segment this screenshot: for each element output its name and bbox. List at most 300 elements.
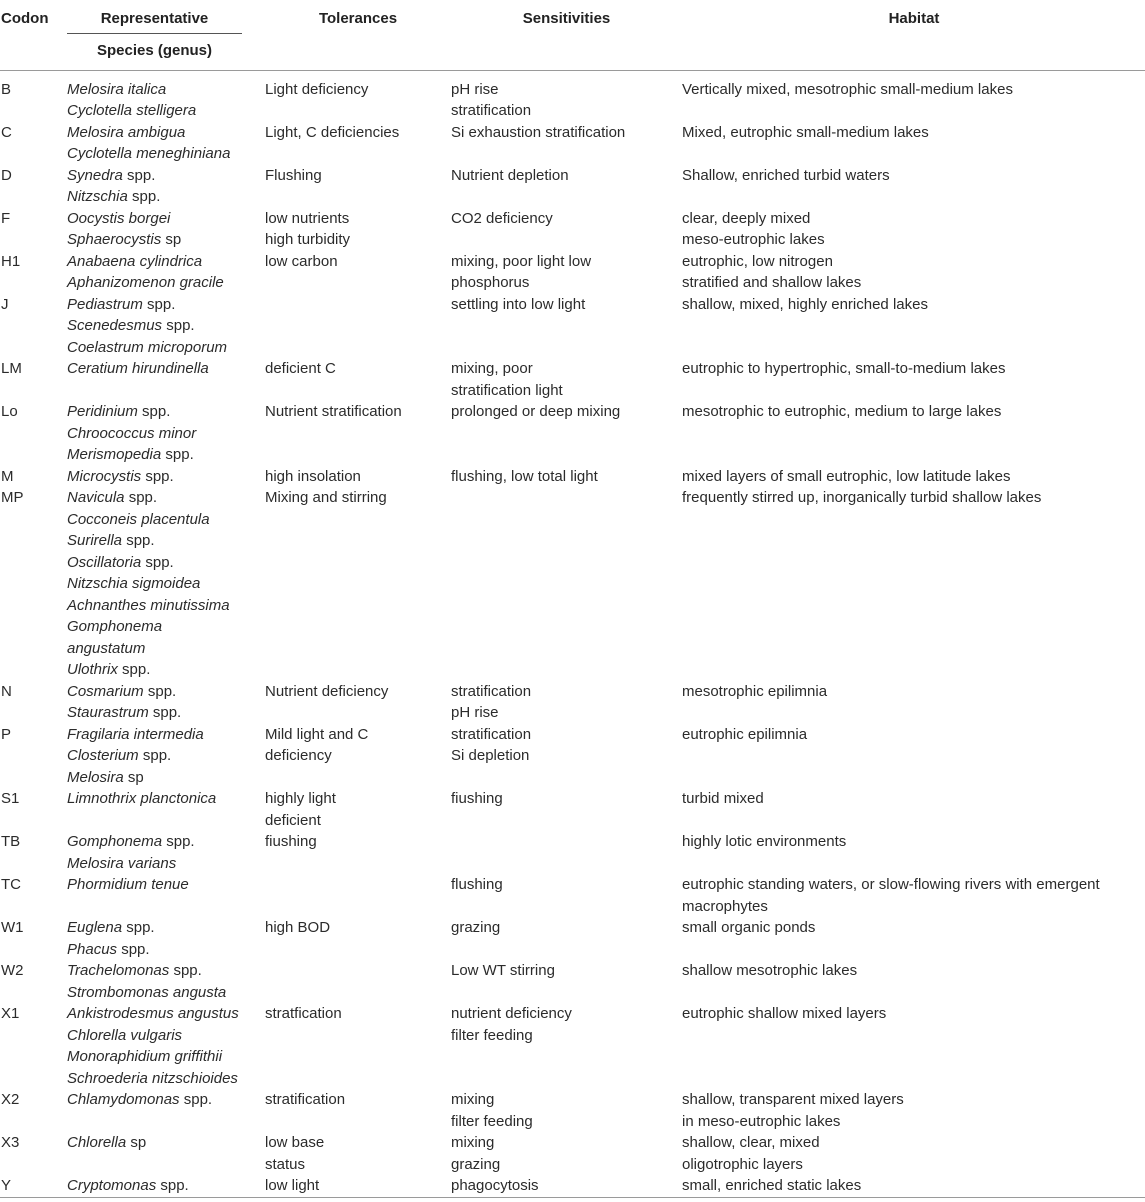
species-entry <box>67 208 265 230</box>
cell-codon: M <box>1 467 14 485</box>
species-suffix: spp. <box>141 553 174 571</box>
species-name: Ceratium hirundinella <box>67 360 209 377</box>
cell-habitat <box>682 358 1145 401</box>
species-suffix: spp. <box>137 403 171 420</box>
species-name: Chroococcus minor <box>67 424 197 442</box>
cell-species <box>67 208 265 251</box>
cell-tolerances <box>265 208 451 251</box>
species-suffix: sp <box>123 768 144 786</box>
cell-sensitivities <box>451 122 682 165</box>
cell-sensitivities-line: pH rise <box>451 80 499 98</box>
species-entry <box>67 315 265 337</box>
cell-sensitivities-line: fiushing <box>451 790 503 807</box>
cell-habitat <box>682 294 1145 359</box>
species-suffix: spp. <box>142 295 176 313</box>
cell-sensitivities-line: flushing <box>451 876 503 893</box>
cell-species <box>67 960 265 1003</box>
cell-tolerances-line: Flushing <box>265 166 322 184</box>
cell-habitat-line: mesotrophic to eutrophic, medium to large lakes <box>682 403 1002 420</box>
cell-sensitivities <box>451 960 682 1003</box>
cell-sensitivities <box>451 251 682 294</box>
cell-tolerances-line: low carbon <box>265 252 338 270</box>
cell-habitat <box>682 874 1145 917</box>
species-suffix: spp. <box>122 532 155 549</box>
cell-tolerances <box>265 1175 451 1197</box>
cell-sensitivities <box>451 401 682 466</box>
cell-species <box>67 724 265 789</box>
species-entry <box>67 853 265 875</box>
cell-habitat <box>682 724 1145 789</box>
cell-habitat <box>682 466 1145 488</box>
header-tolerances: Tolerances <box>318 10 398 27</box>
header-species-genus: Species (genus) <box>96 41 213 59</box>
cell-tolerances <box>265 681 451 724</box>
cell-species <box>67 165 265 208</box>
species-suffix: spp. <box>162 317 195 334</box>
cell-codon: B <box>1 80 12 98</box>
species-suffix: sp <box>126 1134 147 1151</box>
cell-tolerances-line: deficiency <box>265 747 332 764</box>
table-body <box>0 79 1145 1198</box>
table-row <box>0 917 1145 960</box>
cell-sensitivities-line: filter feeding <box>451 1026 533 1044</box>
species-name: Achnanthes minutissima <box>67 596 230 614</box>
cell-codon: F <box>1 209 11 227</box>
cell-habitat <box>682 487 1145 681</box>
cell-tolerances-line: low base <box>265 1134 325 1151</box>
cell-sensitivities-line: phosphorus <box>451 274 530 291</box>
cell-habitat <box>682 401 1145 466</box>
cell-tolerances-line: deficient <box>265 811 321 829</box>
cell-tolerances <box>265 122 451 165</box>
species-name: Melosira ambigua <box>67 123 186 141</box>
table-row <box>0 681 1145 724</box>
cell-habitat <box>682 1003 1145 1089</box>
cell-species <box>67 487 265 681</box>
cell-tolerances <box>265 251 451 294</box>
cell-tolerances <box>265 487 451 681</box>
cell-sensitivities-line: stratification light <box>451 381 563 399</box>
cell-tolerances-line: Light, C deficiencies <box>265 123 400 141</box>
species-entry <box>67 487 265 509</box>
species-entry <box>67 1025 265 1047</box>
cell-habitat-line: meso-eutrophic lakes <box>682 231 825 248</box>
cell-tolerances-line: low light <box>265 1177 320 1194</box>
cell-tolerances-line: deficient C <box>265 360 336 377</box>
cell-sensitivities-line: CO2 deficiency <box>451 209 553 227</box>
species-name: Limnothrix planctonica <box>67 790 217 807</box>
cell-species <box>67 251 265 294</box>
cell-habitat <box>682 251 1145 294</box>
species-name: Sphaerocystis <box>67 231 162 248</box>
table-row <box>0 1003 1145 1089</box>
header-codon: Codon <box>1 10 49 27</box>
cell-habitat-line: shallow, clear, mixed <box>682 1134 820 1151</box>
cell-tolerances-line: stratification <box>265 1091 346 1108</box>
cell-codon: TB <box>1 833 21 850</box>
table-row <box>0 724 1145 789</box>
species-name: Trachelomonas <box>67 962 170 979</box>
species-name: Chlorella vulgaris <box>67 1026 183 1044</box>
species-name: Pediastrum <box>67 295 143 313</box>
cell-tolerances <box>265 165 451 208</box>
cell-sensitivities-line: nutrient deficiency <box>451 1005 572 1022</box>
cell-habitat-line: eutrophic shallow mixed layers <box>682 1005 887 1022</box>
species-name: Phacus <box>67 940 118 958</box>
cell-species <box>67 122 265 165</box>
cell-tolerances <box>265 1003 451 1089</box>
cell-species <box>67 1175 265 1197</box>
species-name: Chlorella <box>67 1134 127 1151</box>
cell-sensitivities-line: pH rise <box>451 704 499 721</box>
cell-habitat-line: eutrophic standing waters, or slow-flowing rivers with emergent <box>682 876 1100 893</box>
cell-codon: Lo <box>1 403 18 420</box>
species-entry <box>67 423 265 445</box>
species-entry <box>67 143 265 165</box>
cell-tolerances-line: high turbidity <box>265 231 351 248</box>
cell-habitat-line: stratified and shallow lakes <box>682 274 862 291</box>
cell-habitat-line: in meso-eutrophic lakes <box>682 1112 841 1130</box>
cell-tolerances <box>265 960 451 1003</box>
species-entry <box>67 874 265 896</box>
species-name: Anabaena cylindrica <box>67 252 203 270</box>
table-row <box>0 122 1145 165</box>
cell-habitat-line: shallow, transparent mixed layers <box>682 1091 904 1108</box>
cell-sensitivities-line: mixing <box>451 1134 495 1151</box>
species-entry <box>67 530 265 552</box>
species-name: Monoraphidium griffithii <box>67 1048 223 1065</box>
species-suffix: spp. <box>141 467 174 485</box>
species-entry <box>67 595 265 617</box>
species-entry <box>67 681 265 703</box>
species-name: Navicula <box>67 489 125 506</box>
species-entry <box>67 982 265 1004</box>
cell-species <box>67 681 265 724</box>
cell-species <box>67 294 265 359</box>
cell-tolerances <box>265 788 451 831</box>
cell-codon: S1 <box>1 790 20 807</box>
species-entry <box>67 1068 265 1090</box>
species-name: Cyclotella meneghiniana <box>67 145 231 162</box>
species-name: Phormidium tenue <box>67 876 189 893</box>
species-name: Chlamydomonas <box>67 1091 180 1108</box>
table-row <box>0 251 1145 294</box>
table-row <box>0 79 1145 122</box>
species-name: Euglena <box>67 919 123 936</box>
cell-habitat-line: mesotrophic epilimnia <box>682 682 828 700</box>
table-row <box>0 960 1145 1003</box>
cell-codon: C <box>1 123 12 141</box>
cell-sensitivities <box>451 831 682 874</box>
cell-habitat-line: eutrophic epilimnia <box>682 725 808 743</box>
cell-codon: W1 <box>1 919 24 936</box>
cell-sensitivities <box>451 208 682 251</box>
species-entry <box>67 401 265 423</box>
species-entry <box>67 724 265 746</box>
species-name: Cyclotella stelligera <box>67 102 197 119</box>
cell-tolerances-line: fiushing <box>265 833 317 850</box>
species-entry <box>67 1046 265 1068</box>
header-row <box>0 0 1145 34</box>
cell-sensitivities-line: mixing, poor <box>451 360 533 377</box>
cell-habitat-line: shallow mesotrophic lakes <box>682 962 858 979</box>
cell-sensitivities <box>451 1089 682 1132</box>
species-name: Closterium <box>67 747 139 764</box>
species-name: Ulothrix <box>67 661 118 678</box>
species-entry <box>67 272 265 294</box>
cell-species <box>67 788 265 831</box>
cell-sensitivities-line: stratification <box>451 682 532 700</box>
cell-tolerances <box>265 724 451 789</box>
cell-habitat-line: Vertically mixed, mesotrophic small-medium lakes <box>682 80 1013 98</box>
cell-tolerances-line: Mild light and C <box>265 725 369 743</box>
cell-habitat <box>682 960 1145 1003</box>
cell-tolerances <box>265 358 451 401</box>
species-entry <box>67 251 265 273</box>
cell-habitat-line: highly lotic environments <box>682 833 847 850</box>
cell-species <box>67 917 265 960</box>
cell-habitat <box>682 917 1145 960</box>
cell-sensitivities-line: Nutrient depletion <box>451 166 569 184</box>
species-name: Melosira varians <box>67 854 177 872</box>
cell-sensitivities-line: stratification <box>451 725 532 743</box>
species-entry <box>67 767 265 789</box>
species-entry <box>67 337 265 359</box>
cell-habitat-line: oligotrophic layers <box>682 1155 803 1173</box>
cell-sensitivities-line: grazing <box>451 919 501 936</box>
cell-tolerances-line: high insolation <box>265 467 361 485</box>
species-name: Gomphonema <box>67 833 163 850</box>
species-suffix: sp <box>161 231 182 248</box>
species-name: Cryptomonas <box>67 1177 157 1194</box>
header-representative: Representative <box>67 0 265 34</box>
cell-habitat <box>682 165 1145 208</box>
species-suffix: spp. <box>143 682 177 700</box>
cell-tolerances <box>265 1132 451 1175</box>
cell-codon: H1 <box>1 252 21 270</box>
cell-tolerances <box>265 401 451 466</box>
cell-sensitivities <box>451 724 682 789</box>
cell-tolerances <box>265 294 451 359</box>
cell-tolerances-line: status <box>265 1155 306 1173</box>
species-name: Aphanizomenon gracile <box>67 274 224 291</box>
species-entry <box>67 444 265 466</box>
cell-sensitivities-line: Si exhaustion stratification <box>451 123 626 141</box>
species-entry <box>67 79 265 101</box>
cell-tolerances <box>265 1089 451 1132</box>
species-suffix: spp. <box>127 188 161 205</box>
table-row <box>0 208 1145 251</box>
species-name: Staurastrum <box>67 704 149 721</box>
species-name: Coelastrum microporum <box>67 338 228 356</box>
table-row <box>0 1089 1145 1132</box>
cell-species <box>67 1089 265 1132</box>
cell-sensitivities <box>451 1132 682 1175</box>
cell-habitat-line: frequently stirred up, inorganically turbid shallow lakes <box>682 489 1042 506</box>
cell-tolerances <box>265 466 451 488</box>
cell-sensitivities-line: mixing, poor light low <box>451 252 592 270</box>
cell-tolerances-line: stratfication <box>265 1005 342 1022</box>
species-entry <box>67 186 265 208</box>
species-entry <box>67 702 265 724</box>
cell-habitat <box>682 208 1145 251</box>
cell-species <box>67 358 265 401</box>
cell-codon: X3 <box>1 1134 20 1151</box>
cell-tolerances-line: Light deficiency <box>265 80 369 98</box>
cell-codon: J <box>1 295 9 313</box>
species-suffix: spp. <box>117 661 151 678</box>
species-entry <box>67 466 265 488</box>
cell-tolerances-line: highly light <box>265 790 336 807</box>
cell-codon: D <box>1 166 12 184</box>
cell-tolerances <box>265 831 451 874</box>
cell-tolerances-line: Nutrient deficiency <box>265 682 389 700</box>
species-entry <box>67 165 265 187</box>
species-entry <box>67 616 265 638</box>
cell-sensitivities <box>451 1175 682 1197</box>
cell-sensitivities-line: flushing, low total light <box>451 467 598 485</box>
cell-codon: TC <box>1 876 21 893</box>
species-entry <box>67 229 265 251</box>
species-entry <box>67 573 265 595</box>
table-row <box>0 294 1145 359</box>
cell-habitat-line: turbid mixed <box>682 790 764 807</box>
species-entry <box>67 1089 265 1111</box>
cell-sensitivities <box>451 358 682 401</box>
cell-codon: X1 <box>1 1005 20 1022</box>
cell-habitat-line: Mixed, eutrophic small-medium lakes <box>682 123 929 141</box>
cell-habitat <box>682 1132 1145 1175</box>
cell-species <box>67 831 265 874</box>
cell-habitat-line: small, enriched static lakes <box>682 1177 862 1194</box>
cell-habitat <box>682 831 1145 874</box>
species-name: Strombomonas angusta <box>67 983 227 1001</box>
species-name: Synedra <box>67 166 123 184</box>
species-name: Nitzschia sigmoidea <box>67 575 201 592</box>
cell-sensitivities <box>451 874 682 917</box>
cell-habitat-line: eutrophic, low nitrogen <box>682 252 833 270</box>
cell-tolerances <box>265 79 451 122</box>
table-row <box>0 401 1145 466</box>
species-name: Gomphonema <box>67 618 163 635</box>
cell-sensitivities <box>451 1003 682 1089</box>
species-name: angustatum <box>67 639 146 657</box>
species-suffix: spp. <box>161 446 194 463</box>
cell-species <box>67 874 265 917</box>
cell-sensitivities <box>451 466 682 488</box>
species-entry <box>67 939 265 961</box>
species-entry <box>67 745 265 767</box>
species-name: Cocconeis placentula <box>67 510 210 528</box>
species-name: Peridinium <box>67 403 138 420</box>
cell-species <box>67 401 265 466</box>
cell-habitat-line: eutrophic to hypertrophic, small-to-medium lakes <box>682 360 1006 377</box>
cell-sensitivities <box>451 681 682 724</box>
cell-codon: LM <box>1 360 22 377</box>
cell-sensitivities-line: Low WT stirring <box>451 962 555 979</box>
species-name: Schroederia nitzschioides <box>67 1069 238 1087</box>
table-row <box>0 487 1145 681</box>
cell-habitat-line: mixed layers of small eutrophic, low latitude lakes <box>682 467 1011 485</box>
header-habitat: Habitat <box>888 10 940 27</box>
species-entry <box>67 960 265 982</box>
cell-habitat-line: macrophytes <box>682 897 768 915</box>
species-name: Melosira italica <box>67 80 167 98</box>
table-row <box>0 466 1145 488</box>
species-entry <box>67 638 265 660</box>
species-entry <box>67 100 265 122</box>
species-entry <box>67 122 265 144</box>
header-sensitivities: Sensitivities <box>522 10 611 27</box>
cell-habitat <box>682 79 1145 122</box>
cell-tolerances-line: Nutrient stratification <box>265 403 402 420</box>
cell-sensitivities <box>451 165 682 208</box>
cell-habitat <box>682 1175 1145 1197</box>
cell-codon: MP <box>1 489 24 506</box>
cell-codon: P <box>1 725 12 743</box>
cell-sensitivities-line: filter feeding <box>451 1112 533 1130</box>
cell-sensitivities <box>451 788 682 831</box>
species-suffix: spp. <box>162 833 195 850</box>
cell-tolerances-line: high BOD <box>265 919 331 936</box>
cell-sensitivities-line: Si depletion <box>451 747 530 764</box>
table-row <box>0 1132 1145 1175</box>
table-row <box>0 788 1145 831</box>
species-suffix: spp. <box>124 489 158 506</box>
cell-tolerances <box>265 917 451 960</box>
cell-sensitivities <box>451 487 682 681</box>
species-entry <box>67 1175 265 1197</box>
cell-habitat-line: Shallow, enriched turbid waters <box>682 166 890 184</box>
cell-habitat <box>682 681 1145 724</box>
cell-codon: X2 <box>1 1091 20 1108</box>
cell-habitat <box>682 122 1145 165</box>
cell-species <box>67 466 265 488</box>
cell-codon: Y <box>0 1175 67 1197</box>
species-suffix: spp. <box>156 1177 189 1194</box>
species-suffix: spp. <box>179 1091 213 1108</box>
cell-sensitivities <box>451 917 682 960</box>
cell-habitat-line: shallow, mixed, highly enriched lakes <box>682 295 928 313</box>
species-entry <box>67 552 265 574</box>
species-name: Melosira <box>67 768 124 786</box>
cell-sensitivities-line: mixing <box>451 1091 495 1108</box>
species-suffix: spp. <box>169 962 202 979</box>
table-row <box>0 165 1145 208</box>
cell-tolerances-line: low nutrients <box>265 209 350 227</box>
species-suffix: spp. <box>138 747 172 764</box>
species-entry <box>67 509 265 531</box>
cell-tolerances <box>265 874 451 917</box>
header-subrow <box>0 34 1145 71</box>
cell-codon: N <box>1 682 12 700</box>
cell-species <box>67 1003 265 1089</box>
cell-habitat-line: clear, deeply mixed <box>682 209 811 227</box>
species-name: Fragilaria intermedia <box>67 725 204 743</box>
cell-species <box>67 79 265 122</box>
cell-sensitivities-line: grazing <box>451 1155 501 1173</box>
species-name: Cosmarium <box>67 682 144 700</box>
species-name: Ankistrodesmus angustus <box>67 1005 239 1022</box>
species-entry <box>67 788 265 810</box>
species-entry <box>67 659 265 681</box>
species-name: Oscillatoria <box>67 553 142 571</box>
species-entry <box>67 294 265 316</box>
species-name: Nitzschia <box>67 188 128 205</box>
cell-habitat <box>682 788 1145 831</box>
species-name: Merismopedia <box>67 446 162 463</box>
cell-sensitivities <box>451 79 682 122</box>
